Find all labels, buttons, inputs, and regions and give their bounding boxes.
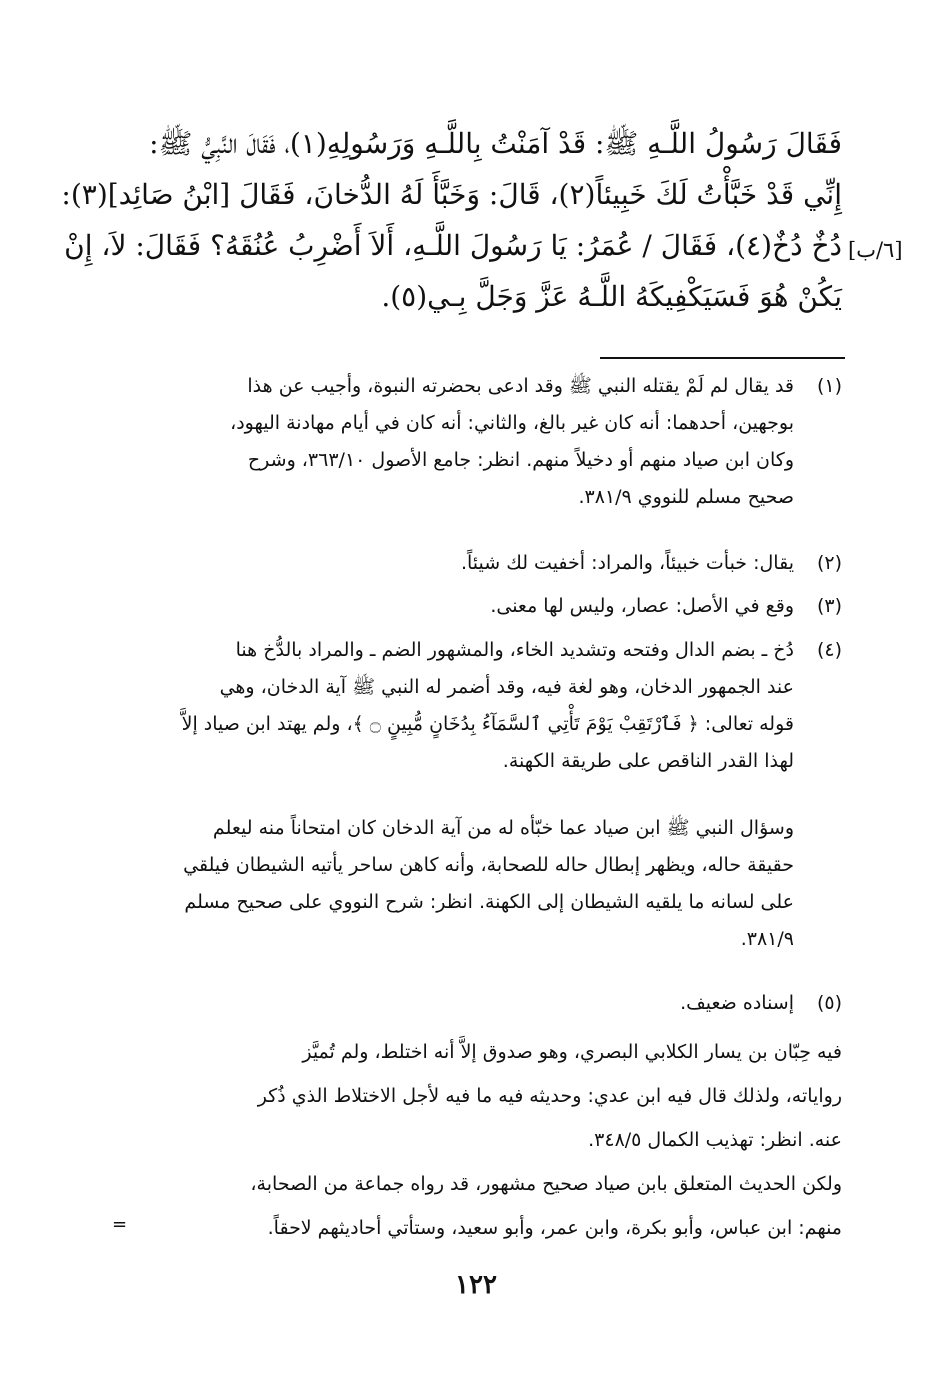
footnote-number: (١) [816, 375, 842, 397]
footnote-2 [0, 545, 952, 582]
footnote-line: فيه حِبّان بن يسار الكلابي البصري، وهو صدوق إلاَّ أنه اختلط، ولم تُميَّز [302, 1041, 842, 1063]
page-number: ١٢٢ [455, 1270, 497, 1300]
footnote-number: (٥) [816, 992, 842, 1014]
footnote-separator [600, 357, 845, 359]
main-line: يَكُنْ هُوَ فَسَيَكْفِيكَهُ اللَّـهُ عَزَّ وَجَلَّ بِـي(٥). [381, 280, 842, 313]
footnote-line: قد يقال لم لَمْ يقتله النبي ﷺ وقد ادعى بحضرته النبوة، وأجيب عن هذا [247, 375, 794, 397]
main-line: إِنِّي قَدْ خَبَّأْتُ لَكَ خَبِيئاً(٢)، قَالَ: وَخَبَّأَ لَهُ الدُّخانَ، فَقَالَ [ابْنُ صَائِد](٣): [61, 178, 842, 211]
footnote-5-continuation [112, 1030, 842, 1250]
footnote-line: لهذا القدر الناقص على طريقة الكهنة. [502, 750, 794, 772]
footnote-1 [0, 368, 952, 518]
continuation-mark: = [112, 1214, 128, 1235]
footnote-line: على لسانه ما يلقيه الشيطان إلى الكهنة. انظر: شرح النووي على صحيح مسلم [184, 891, 794, 913]
footnote-line: حقيقة حاله، ويظهر إبطال حاله للصحابة، وأنه كاهن ساحر يأتيه الشيطان فيلقي [183, 854, 794, 876]
main-text [61, 118, 842, 322]
main-line: دُخٌ دُخٌ(٤)، فَقَالَ / عُمَرُ: يَا رَسُولَ اللَّـهِ، أَلاَ أَضْرِبُ عُنُقَهُ؟ فَقَالَ: لاَ، إِنْ [64, 229, 842, 262]
footnote-line: منهم: ابن عباس، وأبو بكرة، وابن عمر، وأبو سعيد، وستأتي أحاديثهم لاحقاً. [267, 1217, 842, 1239]
footnote-line: عنه. انظر: تهذيب الكمال ٣٤٨/٥. [588, 1129, 842, 1151]
footnote-line: عند الجمهور الدخان، وهو لغة فيه، وقد أضمر له النبي ﷺ آية الدخان، وهي [219, 676, 794, 698]
footnote-number: (٤) [816, 639, 842, 661]
footnote-line: إسناده ضعيف. [680, 992, 794, 1014]
footnote-3 [0, 588, 952, 625]
footnote-line: دُخ ـ بضم الدال وفتحه وتشديد الخاء، والمشهور الضم ـ والمراد بالدُّخ هنا [235, 639, 794, 661]
footnote-line: ٣٨١/٩. [740, 928, 794, 950]
footnote-number: (٣) [816, 595, 842, 617]
footnote-line: وكان ابن صياد منهم أو دخيلاً منهم. انظر: جامع الأصول ٣٦٣/١٠، وشرح [247, 449, 794, 471]
footnote-line: وقع في الأصل: عصار، وليس لها معنى. [490, 595, 794, 617]
footnote-4 [0, 632, 952, 782]
main-line: فَقَالَ رَسُولُ اللَّـهِ ﷺ: قَدْ آمَنْتُ بِاللَّـهِ وَرَسُولِهِ(١)، فَقَالَ النَّبِيُّ ﷺ: [149, 127, 842, 160]
footnote-line: وسؤال النبي ﷺ ابن صياد عما خبّأه له من آية الدخان كان امتحاناً منه ليعلم [212, 817, 794, 839]
footnote-5 [0, 985, 952, 1022]
footnote-4-continuation [118, 810, 794, 958]
footnote-line: قوله تعالى: ﴿ فَٱرْتَقِبْ يَوْمَ تَأْتِي ٱلسَّمَآءُ بِدُخَانٍ مُّبِينٍ ۝ ﴾، ولم يهتد ابن صياد إلاَّ [181, 713, 794, 735]
footnote-line: بوجهين، أحدهما: أنه كان غير بالغ، والثاني: أنه كان في أيام مهادنة اليهود، [230, 412, 794, 434]
footnote-line: رواياته، ولذلك قال فيه ابن عدي: وحديثه فيه ما فيه لأجل الاختلاط الذي ذُكر [257, 1085, 842, 1107]
footnote-line: صحيح مسلم للنووي ٣٨١/٩. [578, 486, 794, 508]
footnote-number: (٢) [816, 552, 842, 574]
folio-marker: [٦/ب] [848, 238, 903, 262]
footnote-line: يقال: خبأت خبيئاً، والمراد: أخفيت لك شيئاً. [460, 552, 794, 574]
footnote-line: ولكن الحديث المتعلق بابن صياد صحيح مشهور، قد رواه جماعة من الصحابة، [250, 1173, 842, 1195]
